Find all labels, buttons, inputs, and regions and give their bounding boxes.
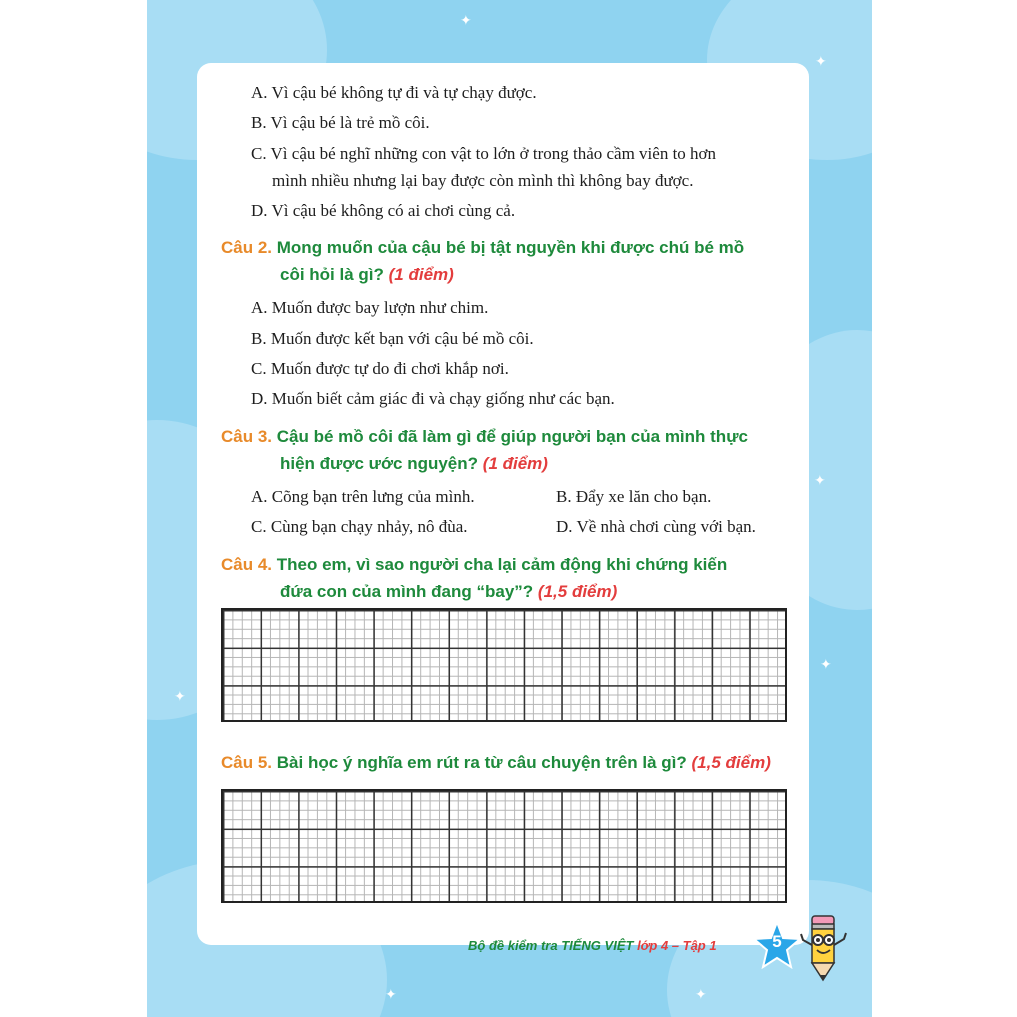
sparkle-icon: ✦ — [695, 987, 707, 1003]
answer-grid-q5[interactable] — [221, 789, 787, 903]
question-number: Câu 5. — [221, 753, 273, 772]
question-number: Câu 3. — [221, 427, 273, 446]
page-number: 5 — [772, 932, 782, 951]
question-number: Câu 4. — [221, 555, 273, 574]
q2-option-a: A. Muốn được bay lượn như chim. — [251, 298, 489, 317]
pencil-mascot-icon — [796, 912, 852, 982]
question-text: hiện được ước nguyện? — [280, 454, 479, 473]
q1-option-c-line1: C. Vì cậu bé nghĩ những con vật to lớn ở trong thảo cầm viên to hơn — [251, 144, 717, 163]
sparkle-icon: ✦ — [174, 689, 186, 705]
q1-option-c-line2: mình nhiều nhưng lại bay được còn mình thì không bay được. — [272, 171, 694, 190]
footer-title-part2: lớp 4 – Tập 1 — [637, 938, 717, 953]
question-5 — [221, 749, 789, 776]
question-points: (1,5 điểm) — [537, 582, 618, 601]
q3-option-c: C. Cùng bạn chạy nhảy, nô đùa. — [251, 517, 468, 536]
question-text: Mong muốn của cậu bé bị tật nguyền khi được chú bé mồ — [276, 238, 745, 257]
q1-option-b: B. Vì cậu bé là trẻ mồ côi. — [251, 113, 430, 132]
question-points: (1 điểm) — [482, 454, 548, 473]
answer-grid-q4[interactable] — [221, 608, 787, 722]
question-text: Theo em, vì sao người cha lại cảm động khi chứng kiến — [276, 555, 728, 574]
question-text: Cậu bé mồ côi đã làm gì để giúp người bạn của mình thực — [276, 427, 748, 446]
question-4 — [221, 551, 789, 605]
q3-option-b: B. Đẩy xe lăn cho bạn. — [556, 487, 712, 506]
sparkle-icon: ✦ — [814, 473, 826, 489]
sparkle-icon: ✦ — [460, 13, 472, 29]
question-points: (1,5 điểm) — [691, 753, 771, 772]
footer-title-part1: Bộ đề kiểm tra TIẾNG VIỆT — [468, 938, 634, 953]
question-text: đứa con của mình đang “bay”? — [280, 582, 534, 601]
sparkle-icon: ✦ — [820, 657, 832, 673]
question-2 — [221, 234, 789, 288]
question-number: Câu 2. — [221, 238, 273, 257]
footer-book-title — [468, 938, 717, 953]
sparkle-icon: ✦ — [385, 987, 397, 1003]
sparkle-icon: ✦ — [815, 54, 827, 70]
question-points: (1 điểm) — [388, 265, 454, 284]
q2-option-c: C. Muốn được tự do đi chơi khắp nơi. — [251, 359, 509, 378]
question-text: côi hỏi là gì? — [280, 265, 384, 284]
q2-option-d: D. Muốn biết cảm giác đi và chạy giống như các bạn. — [251, 389, 615, 408]
question-3 — [221, 423, 789, 477]
question-text: Bài học ý nghĩa em rút ra từ câu chuyện trên là gì? — [276, 753, 687, 772]
q3-option-a: A. Cõng bạn trên lưng của mình. — [251, 487, 475, 506]
q3-option-d: D. Về nhà chơi cùng với bạn. — [556, 517, 756, 536]
q1-option-d: D. Vì cậu bé không có ai chơi cùng cả. — [251, 201, 516, 220]
q1-option-a: A. Vì cậu bé không tự đi và tự chạy được. — [251, 83, 537, 102]
q2-option-b: B. Muốn được kết bạn với cậu bé mồ côi. — [251, 329, 534, 348]
